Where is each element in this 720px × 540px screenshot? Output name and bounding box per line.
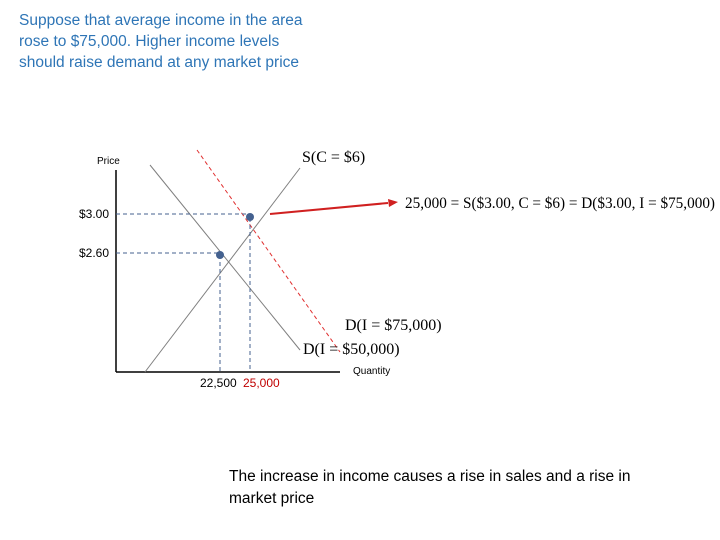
- equation-arrow-head: [388, 199, 398, 207]
- conclusion-text: The increase in income causes a rise in sales and a rise in market price: [229, 468, 631, 507]
- equilibrium-point-old: [216, 251, 224, 259]
- supply-curve: [145, 168, 300, 372]
- quantity-tick-25000: 25,000: [243, 376, 280, 390]
- demand-curve-old: [150, 165, 300, 350]
- y-axis-label: Price: [97, 156, 120, 167]
- demand-old-curve-label: D(I = $50,000): [303, 341, 400, 358]
- equation-arrow: [270, 203, 388, 214]
- x-axis-label: Quantity: [353, 366, 391, 377]
- price-tick-3-00: $3.00: [79, 207, 110, 221]
- equilibrium-point-new: [246, 213, 254, 221]
- intro-text: Suppose that average income in the area rose to $75,000. Higher income levels should raise demand at any market price: [19, 12, 303, 71]
- quantity-tick-22500: 22,500: [200, 376, 237, 390]
- demand-curve-new: [197, 150, 340, 352]
- price-tick-2-60: $2.60: [79, 246, 110, 260]
- equilibrium-equation: 25,000 = S($3.00, C = $6) = D($3.00, I = $75,000): [405, 195, 715, 212]
- demand-new-curve-label: D(I = $75,000): [345, 317, 442, 334]
- supply-curve-label: S(C = $6): [302, 149, 366, 166]
